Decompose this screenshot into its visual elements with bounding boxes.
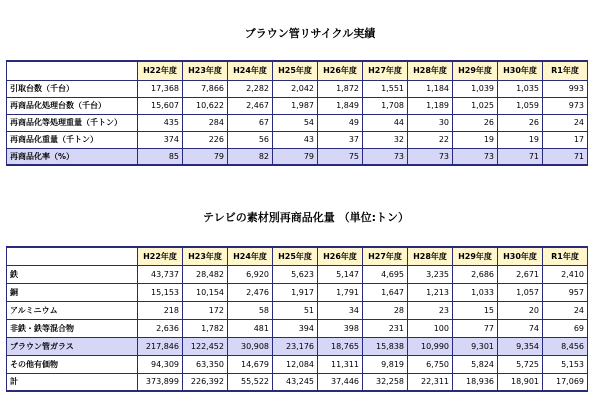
year-header: H27年度 — [363, 61, 408, 80]
table-cell: 5,725 — [498, 355, 543, 373]
year-header: H29年度 — [453, 247, 498, 265]
table-cell: 373,899 — [138, 373, 183, 391]
row-label: 非鉄・鉄等混合物 — [7, 319, 138, 337]
table-cell: 12,084 — [273, 355, 318, 373]
table-cell: 1,551 — [363, 80, 408, 97]
table-cell: 1,189 — [408, 97, 453, 114]
table-cell: 24 — [543, 301, 588, 319]
table-cell: 218 — [138, 301, 183, 319]
table-row — [7, 283, 588, 301]
table-row — [7, 114, 588, 131]
table-cell: 77 — [453, 319, 498, 337]
table-cell: 5,824 — [453, 355, 498, 373]
table-cell: 1,035 — [498, 80, 543, 97]
table-cell: 1,025 — [453, 97, 498, 114]
table-cell: 6,750 — [408, 355, 453, 373]
header-row — [7, 247, 588, 265]
table-cell: 5,153 — [543, 355, 588, 373]
table-cell: 32 — [363, 131, 408, 148]
table-cell: 1,039 — [453, 80, 498, 97]
header-row — [7, 61, 588, 80]
table-cell: 2,476 — [228, 283, 273, 301]
table-cell: 28,482 — [183, 265, 228, 283]
year-header: H30年度 — [498, 247, 543, 265]
table-cell: 481 — [228, 319, 273, 337]
row-label: その他有価物 — [7, 355, 138, 373]
table-cell: 26 — [498, 114, 543, 131]
table-cell: 398 — [318, 319, 363, 337]
table-cell: 10,990 — [408, 337, 453, 355]
table-cell: 122,452 — [183, 337, 228, 355]
material-recycling-table — [6, 246, 588, 392]
table-cell: 172 — [183, 301, 228, 319]
table-cell: 17,069 — [543, 373, 588, 391]
table-cell: 1,917 — [273, 283, 318, 301]
table-row — [7, 265, 588, 283]
table-cell: 58 — [228, 301, 273, 319]
row-label: アルミニウム — [7, 301, 138, 319]
row-label: 再商品化等処理重量（千トン） — [7, 114, 138, 131]
year-header: H25年度 — [273, 247, 318, 265]
table-cell: 9,354 — [498, 337, 543, 355]
table-cell: 5,147 — [318, 265, 363, 283]
table-cell: 231 — [363, 319, 408, 337]
table-cell: 11,311 — [318, 355, 363, 373]
row-label: 再商品化率（%） — [7, 148, 138, 165]
table-cell: 18,936 — [453, 373, 498, 391]
table-cell: 71 — [543, 148, 588, 165]
table-cell: 22 — [408, 131, 453, 148]
year-header: H23年度 — [183, 247, 228, 265]
table2-title: テレビの素材別再商品化量 （単位:トン） — [202, 211, 409, 224]
table-cell: 374 — [138, 131, 183, 148]
table-cell: 63,350 — [183, 355, 228, 373]
table1-title: ブラウン管リサイクル実績 — [244, 27, 376, 40]
table-cell: 19 — [453, 131, 498, 148]
table-cell: 43,245 — [273, 373, 318, 391]
table-cell: 1,849 — [318, 97, 363, 114]
year-header: H24年度 — [228, 61, 273, 80]
table-cell: 1,872 — [318, 80, 363, 97]
year-header: R1年度 — [543, 247, 588, 265]
table-cell: 17,368 — [138, 80, 183, 97]
year-header: R1年度 — [543, 61, 588, 80]
year-header: H28年度 — [408, 61, 453, 80]
table-cell: 37 — [318, 131, 363, 148]
table-cell: 10,622 — [183, 97, 228, 114]
table-cell: 18,901 — [498, 373, 543, 391]
table-cell: 73 — [408, 148, 453, 165]
table-cell: 435 — [138, 114, 183, 131]
table-cell: 1,057 — [498, 283, 543, 301]
table-cell: 993 — [543, 80, 588, 97]
table-cell: 1,708 — [363, 97, 408, 114]
table-row — [7, 148, 588, 165]
table-cell: 20 — [498, 301, 543, 319]
table-cell: 17 — [543, 131, 588, 148]
table-cell: 23 — [408, 301, 453, 319]
table-cell: 1,059 — [498, 97, 543, 114]
table-cell: 1,184 — [408, 80, 453, 97]
row-label: 引取台数（千台） — [7, 80, 138, 97]
table-cell: 1,782 — [183, 319, 228, 337]
table-cell: 226 — [183, 131, 228, 148]
table-cell: 67 — [228, 114, 273, 131]
table-cell: 37,446 — [318, 373, 363, 391]
year-header: H26年度 — [318, 247, 363, 265]
table-row — [7, 355, 588, 373]
row-label: ブラウン管ガラス — [7, 337, 138, 355]
table-cell: 32,258 — [363, 373, 408, 391]
year-header: H22年度 — [138, 61, 183, 80]
table-cell: 1,791 — [318, 283, 363, 301]
year-header: H25年度 — [273, 61, 318, 80]
table-cell: 18,765 — [318, 337, 363, 355]
table-cell: 74 — [498, 319, 543, 337]
table-cell: 94,309 — [138, 355, 183, 373]
year-header: H22年度 — [138, 247, 183, 265]
table-cell: 2,636 — [138, 319, 183, 337]
table-cell: 49 — [318, 114, 363, 131]
table-cell: 26 — [453, 114, 498, 131]
table-row — [7, 373, 588, 391]
row-label: 再商品化重量（千トン） — [7, 131, 138, 148]
table-row — [7, 80, 588, 97]
recycling-results-table — [6, 60, 588, 166]
table-cell: 23,176 — [273, 337, 318, 355]
table-cell: 4,695 — [363, 265, 408, 283]
table-cell: 30,908 — [228, 337, 273, 355]
table-cell: 217,846 — [138, 337, 183, 355]
table-cell: 9,301 — [453, 337, 498, 355]
table-cell: 3,235 — [408, 265, 453, 283]
table-cell: 75 — [318, 148, 363, 165]
table-cell: 973 — [543, 97, 588, 114]
table-cell: 85 — [138, 148, 183, 165]
table-cell: 284 — [183, 114, 228, 131]
table-cell: 2,042 — [273, 80, 318, 97]
table-cell: 8,456 — [543, 337, 588, 355]
year-header: H26年度 — [318, 61, 363, 80]
table-cell: 82 — [228, 148, 273, 165]
header-corner — [7, 61, 138, 80]
table-row — [7, 131, 588, 148]
table-cell: 10,154 — [183, 283, 228, 301]
year-header: H23年度 — [183, 61, 228, 80]
row-label: 銅 — [7, 283, 138, 301]
table-cell: 22,311 — [408, 373, 453, 391]
table-cell: 9,819 — [363, 355, 408, 373]
table-cell: 5,623 — [273, 265, 318, 283]
table-cell: 79 — [273, 148, 318, 165]
table-cell: 24 — [543, 114, 588, 131]
table-cell: 79 — [183, 148, 228, 165]
table-row — [7, 97, 588, 114]
table-cell: 43 — [273, 131, 318, 148]
table-row — [7, 319, 588, 337]
table-cell: 7,866 — [183, 80, 228, 97]
table-cell: 73 — [363, 148, 408, 165]
table-cell: 73 — [453, 148, 498, 165]
header-corner — [7, 247, 138, 265]
table-cell: 1,213 — [408, 283, 453, 301]
table-cell: 1,647 — [363, 283, 408, 301]
table-cell: 19 — [498, 131, 543, 148]
table-cell: 55,522 — [228, 373, 273, 391]
row-label: 再商品化処理台数（千台） — [7, 97, 138, 114]
table-cell: 15,607 — [138, 97, 183, 114]
table-cell: 30 — [408, 114, 453, 131]
table-cell: 2,686 — [453, 265, 498, 283]
year-header: H30年度 — [498, 61, 543, 80]
table-row — [7, 337, 588, 355]
table-cell: 51 — [273, 301, 318, 319]
table-cell: 56 — [228, 131, 273, 148]
table-cell: 1,987 — [273, 97, 318, 114]
table-cell: 15 — [453, 301, 498, 319]
table-cell: 15,838 — [363, 337, 408, 355]
row-label: 計 — [7, 373, 138, 391]
table-cell: 43,737 — [138, 265, 183, 283]
table-cell: 2,467 — [228, 97, 273, 114]
table-cell: 28 — [363, 301, 408, 319]
table-cell: 44 — [363, 114, 408, 131]
table-cell: 1,033 — [453, 283, 498, 301]
table-cell: 2,410 — [543, 265, 588, 283]
year-header: H29年度 — [453, 61, 498, 80]
year-header: H24年度 — [228, 247, 273, 265]
table-cell: 6,920 — [228, 265, 273, 283]
table-cell: 69 — [543, 319, 588, 337]
year-header: H27年度 — [363, 247, 408, 265]
table-cell: 71 — [498, 148, 543, 165]
table-cell: 957 — [543, 283, 588, 301]
row-label: 鉄 — [7, 265, 138, 283]
table-cell: 34 — [318, 301, 363, 319]
table-cell: 2,282 — [228, 80, 273, 97]
table-cell: 14,679 — [228, 355, 273, 373]
table-cell: 15,153 — [138, 283, 183, 301]
table-cell: 100 — [408, 319, 453, 337]
table-cell: 226,392 — [183, 373, 228, 391]
table-row — [7, 301, 588, 319]
table-cell: 394 — [273, 319, 318, 337]
table-cell: 2,671 — [498, 265, 543, 283]
year-header: H28年度 — [408, 247, 453, 265]
table-cell: 54 — [273, 114, 318, 131]
